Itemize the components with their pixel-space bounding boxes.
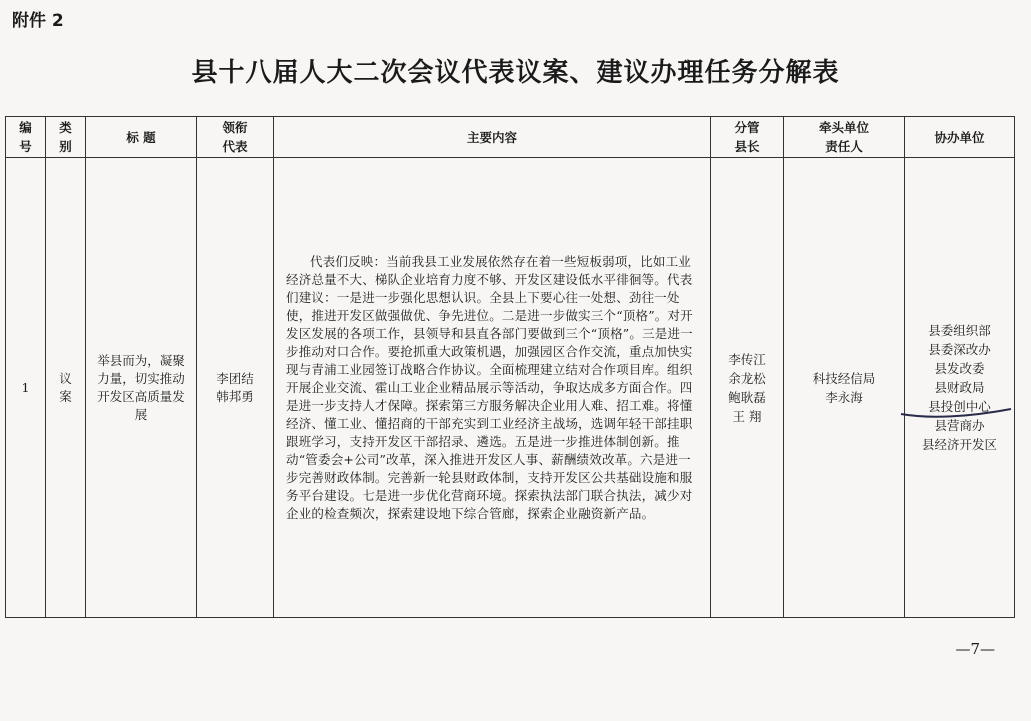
- row-content: 代表们反映：当前我县工业发展依然存在着一些短板弱项，比如工业经济总量不大、梯队企业培育力度不够、开发区建设低水平徘徊等。代表们建议：一是进一步强化思想认识。全县上下要心往一处想、劲往一处使，推进开发区做强做优、争先进位。二是进一步做实三个“顶格”。对开发区发展的各项工作，县领导和县直各部门要做到三个“顶格”。三是进一步推动对口合作。要抢抓重大政策机遇，加强园区合作交流，重点加快实现与青浦工业园签订战略合作协议。全面梳理建立结对合作项目库。组织开展企业交流、霍山工业企业精品展示等活动，争取达成多方面合作。四是进一步支持人才保障。探索第三方服务解决企业用人难、招工难。将懂经济、懂工业、懂招商的干部充实到工业经济主战场，选调年轻干部挂职跟班学习，支持开发区干部招录、遴选。五是进一步推进体制创新。推动“管委会+公司”改革，深入推进开发区人事、薪酬绩效改革。六是进一步完善财政体制。完善新一轮县财政体制，支持开发区公共基础设施和服务平台建设。七是进一步优化营商环境。探索执法部门联合执法，减少对企业的检查频次，探索建设地下综合管廊，探索企业融资新产品。: [274, 158, 711, 618]
- attachment-label: 附件 2: [12, 11, 64, 31]
- table-row: [6, 158, 1015, 618]
- handwritten-underline: 县投创中心: [905, 397, 1014, 416]
- header-lead-rep: 领衔 代表: [197, 117, 274, 158]
- header-content: 主要内容: [274, 117, 711, 158]
- header-row: [6, 117, 1015, 158]
- header-category: 类 别: [46, 117, 86, 158]
- header-assist-unit: 协办单位: [905, 117, 1015, 158]
- row-lead-reps: 李团结 韩邦勇: [197, 158, 274, 618]
- pen-stroke-icon: [899, 408, 1014, 420]
- row-category: 议 案: [46, 158, 86, 618]
- header-lead-unit: 牵头单位 责任人: [784, 117, 905, 158]
- row-number: 1: [6, 158, 46, 618]
- row-lead-unit: 科技经信局 李永海: [784, 158, 905, 618]
- document-title: 县十八届人大二次会议代表议案、建议办理任务分解表: [191, 58, 840, 88]
- header-topic: 标 题: [86, 117, 197, 158]
- header-county-head: 分管 县长: [711, 117, 784, 158]
- row-county-heads: 李传江 余龙松 鲍耿磊 王 翔: [711, 158, 784, 618]
- row-assist-units: 县委组织部 县委深改办 县发改委 县财政局 县投创中心 县营商办 县经济开发区: [905, 158, 1015, 618]
- header-number: 编 号: [6, 117, 46, 158]
- task-table: [5, 116, 1015, 618]
- page-number: —7—: [955, 640, 995, 658]
- row-topic: 举县而为，凝聚力量，切实推动开发区高质量发展: [86, 158, 197, 618]
